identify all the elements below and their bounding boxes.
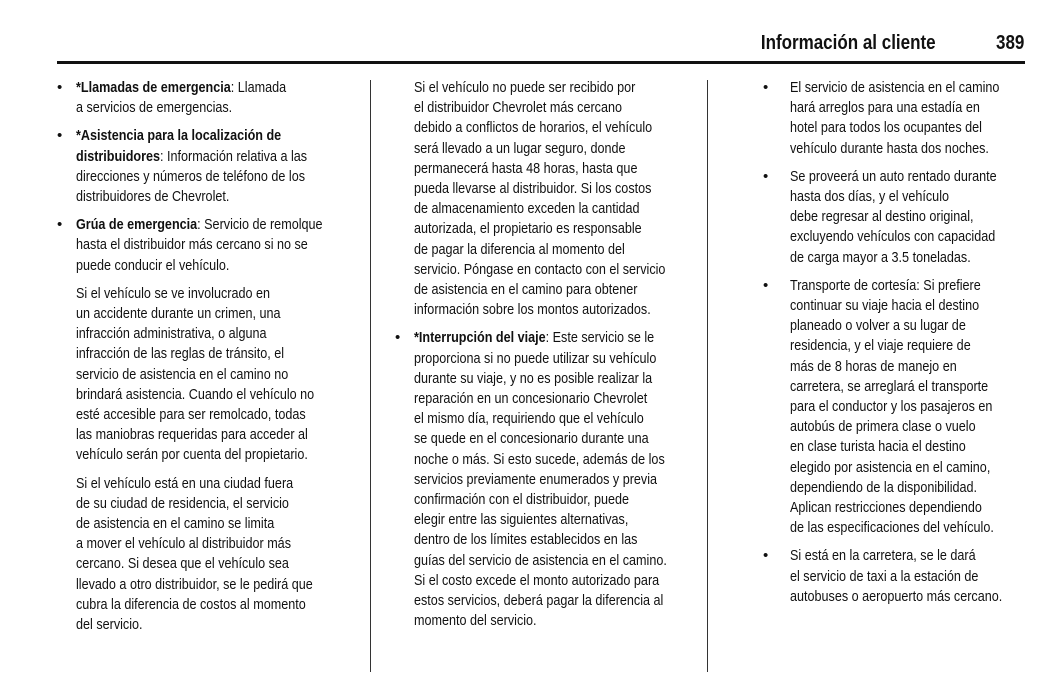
line-text: Si el vehículo no puede ser recibido por	[414, 79, 636, 96]
text-line	[76, 187, 323, 207]
text-line	[76, 494, 323, 514]
line-text: distribuidores de Chevrolet.	[76, 188, 230, 206]
text-line	[414, 98, 667, 118]
line-text: el distribuidor Chevrolet más cercano	[414, 99, 623, 117]
bullet-icon: •	[763, 547, 769, 565]
line-text: para el conductor y los pasajeros en	[790, 398, 993, 416]
text-line	[414, 369, 667, 389]
line-text: en clase turista hacia el destino	[790, 438, 966, 456]
text-line	[414, 260, 667, 280]
line-text: : Llamada	[230, 79, 287, 96]
line-text: hasta el distribuidor más cercano si no se	[76, 236, 308, 254]
line-text: planeado o volver a su lugar de	[790, 317, 966, 335]
text-line	[76, 344, 323, 364]
line-text: residencia, y el viaje requiere de	[790, 337, 971, 355]
line-text: Transporte de cortesía: Si prefiere	[790, 276, 981, 294]
line-text: Se proveerá un auto rentado durante	[790, 167, 997, 185]
text-line	[76, 405, 323, 425]
text-line	[414, 409, 667, 429]
line-text: a servicios de emergencias.	[76, 99, 233, 117]
line-text: : Servicio de remolque	[197, 216, 323, 234]
text-line	[790, 587, 1002, 607]
bullet-item	[763, 276, 1043, 539]
line-text: de su ciudad de residencia, el servicio	[76, 494, 289, 512]
text-line	[414, 159, 667, 179]
text-line	[414, 78, 667, 98]
line-text: será llevado a un lugar seguro, donde	[414, 139, 626, 157]
line-text: Si el costo excede el monto autorizado para	[414, 571, 660, 589]
text-line	[414, 470, 667, 490]
line-text: elegido por asistencia en el camino,	[790, 458, 991, 476]
column-1	[57, 78, 369, 643]
text-line	[76, 324, 323, 344]
text-line	[414, 571, 667, 591]
line-text: del servicio.	[76, 616, 143, 634]
line-text: autobús de primera clase o vuelo	[790, 418, 976, 436]
text-line	[790, 207, 1002, 227]
text-line	[790, 316, 1002, 336]
bullet-item	[57, 126, 369, 207]
text-line	[414, 490, 667, 510]
line-text: de asistencia en el camino para obtener	[414, 281, 638, 299]
line-text: Si el vehículo se ve involucrado en	[76, 284, 271, 302]
line-text: servicio de asistencia en el camino no	[76, 365, 289, 383]
bold-term: *Interrupción del viaje	[414, 329, 546, 347]
paragraph	[414, 78, 715, 320]
line-text: El servicio de asistencia en el camino	[790, 79, 1000, 96]
line-text: se quede en el concesionario durante una	[414, 430, 649, 448]
text-line	[76, 554, 323, 574]
column-2	[395, 78, 715, 639]
bullet-item	[57, 215, 369, 276]
text-line	[76, 575, 323, 595]
line-text: de asistencia en el camino se limita	[76, 515, 275, 533]
text-line	[414, 199, 667, 219]
text-line	[790, 248, 1002, 268]
text-line	[76, 514, 323, 534]
text-line	[76, 595, 323, 615]
text-line	[414, 139, 667, 159]
line-text: autorizada, el propietario es responsable	[414, 220, 642, 238]
bullet-icon: •	[57, 79, 63, 96]
text-line	[414, 280, 667, 300]
text-line	[76, 474, 323, 494]
text-line	[790, 187, 1002, 207]
line-text: permanecerá hasta 48 horas, hasta que	[414, 159, 638, 177]
text-line	[414, 591, 667, 611]
line-text: más de 8 horas de manejo en	[790, 357, 957, 375]
line-text: : Este servicio se le	[545, 329, 655, 347]
line-text: servicio. Póngase en contacto con el servicio	[414, 260, 666, 278]
text-line	[76, 98, 323, 118]
text-line	[790, 357, 1002, 377]
text-line	[414, 349, 667, 369]
bullet-icon: •	[763, 276, 769, 294]
line-text: direcciones y números de teléfono de los	[76, 167, 306, 185]
text-line	[790, 567, 1002, 587]
text-line	[76, 615, 323, 635]
text-line	[790, 296, 1002, 316]
line-text: hasta dos días, y el vehículo	[790, 188, 949, 206]
bold-term: *Asistencia para la localización de	[76, 127, 282, 145]
bullet-item	[395, 328, 715, 631]
line-text: excluyendo vehículos con capacidad	[790, 228, 996, 246]
text-line	[790, 417, 1002, 437]
text-line	[790, 377, 1002, 397]
line-text: puede conducir el vehículo.	[76, 256, 230, 274]
line-text: elegir entre las siguientes alternativas,	[414, 511, 629, 529]
text-line	[76, 284, 323, 304]
column-divider	[370, 80, 371, 672]
line-text: carretera, se arreglará el transporte	[790, 377, 989, 395]
text-line	[790, 437, 1002, 457]
line-text: el servicio de taxi a la estación de	[790, 567, 979, 585]
line-text: : Información relativa a las	[160, 147, 308, 165]
line-text: cercano. Si desea que el vehículo sea	[76, 555, 289, 573]
text-line	[76, 425, 323, 445]
line-text: Si el vehículo está en una ciudad fuera	[76, 474, 294, 492]
line-text: debe regresar al destino original,	[790, 208, 974, 226]
line-text: debido a conflictos de horarios, el vehículo	[414, 119, 653, 137]
line-text: brindará asistencia. Cuando el vehículo no	[76, 385, 315, 403]
text-line	[76, 534, 323, 554]
text-line	[414, 328, 667, 348]
text-line	[76, 365, 323, 385]
bullet-icon: •	[57, 216, 63, 234]
line-text: de carga mayor a 3.5 toneladas.	[790, 248, 971, 266]
line-text: de almacenamiento exceden la cantidad	[414, 200, 640, 218]
line-text: esté accesible para ser remolcado, todas	[76, 406, 306, 424]
text-line	[790, 227, 1002, 247]
text-line	[76, 147, 323, 167]
text-line	[414, 118, 667, 138]
text-line	[790, 98, 1002, 118]
line-text: de las especificaciones del vehículo.	[790, 519, 994, 537]
text-line	[76, 167, 323, 187]
line-text: proporciona si no puede utilizar su vehículo	[414, 349, 657, 367]
line-text: vehículo serán por cuenta del propietario.	[76, 446, 308, 464]
line-text: momento del servicio.	[414, 612, 537, 630]
text-line	[790, 276, 1002, 296]
text-line	[414, 450, 667, 470]
text-line	[790, 78, 1002, 98]
line-text: Aplican restricciones dependiendo	[790, 499, 982, 517]
paragraph	[76, 284, 369, 466]
text-line	[790, 118, 1002, 138]
line-text: durante su viaje, y no es posible realizar la	[414, 369, 653, 387]
bullet-item	[763, 78, 1043, 159]
text-line	[76, 235, 323, 255]
text-line	[790, 518, 1002, 538]
bullet-item	[763, 546, 1043, 607]
line-text: el mismo día, requiriendo que el vehículo	[414, 410, 644, 428]
text-line	[790, 498, 1002, 518]
line-text: confirmación con el distribuidor, puede	[414, 491, 630, 509]
line-text: guías del servicio de asistencia en el camino.	[414, 551, 667, 569]
text-line	[414, 510, 667, 530]
bullet-item	[57, 78, 369, 118]
line-text: reparación en un concesionario Chevrolet	[414, 390, 648, 408]
line-text: infracción de las reglas de tránsito, el	[76, 345, 285, 363]
bullet-icon: •	[395, 329, 401, 347]
header-rule	[57, 61, 1025, 64]
line-text: cubra la diferencia de costos al momento	[76, 595, 306, 613]
line-text: Si está en la carretera, se le dará	[790, 547, 976, 565]
line-text: a mover el vehículo al distribuidor más	[76, 535, 292, 553]
text-line	[790, 397, 1002, 417]
text-line	[414, 179, 667, 199]
line-text: un accidente durante un crimen, una	[76, 305, 281, 323]
bold-term: *Llamadas de emergencia	[76, 79, 231, 96]
bullet-icon: •	[763, 167, 769, 185]
line-text: estos servicios, deberá pagar la diferencia al	[414, 592, 664, 610]
text-line	[76, 126, 323, 146]
text-line	[76, 215, 323, 235]
text-line	[76, 78, 323, 98]
bullet-icon: •	[57, 127, 63, 145]
text-line	[414, 429, 667, 449]
bullet-icon: •	[763, 79, 769, 96]
section-title: Información al cliente	[761, 32, 936, 54]
text-line	[790, 458, 1002, 478]
line-text: hotel para todos los ocupantes del	[790, 119, 982, 137]
bold-term: distribuidores	[76, 147, 161, 165]
text-line	[790, 336, 1002, 356]
line-text: información sobre los montos autorizados.	[414, 301, 651, 319]
text-line	[76, 256, 323, 276]
text-line	[790, 478, 1002, 498]
line-text: hará arreglos para una estadía en	[790, 99, 980, 117]
line-text: infracción administrativa, o alguna	[76, 325, 267, 343]
line-text: vehículo durante hasta dos noches.	[790, 139, 989, 157]
page-number: 389	[995, 32, 1024, 54]
line-text: de pagar la diferencia al momento del	[414, 240, 625, 258]
line-text: pueda llevarse al distribuidor. Si los costos	[414, 180, 652, 198]
line-text: continuar su viaje hacia el destino	[790, 297, 980, 315]
text-line	[790, 167, 1002, 187]
line-text: dependiendo de la disponibilidad.	[790, 478, 978, 496]
bullet-item	[763, 167, 1043, 268]
line-text: servicios previamente enumerados y previa	[414, 470, 658, 488]
text-line	[790, 139, 1002, 159]
text-line	[790, 546, 1002, 566]
text-line	[76, 304, 323, 324]
text-line	[76, 445, 323, 465]
text-line	[414, 611, 667, 631]
text-line	[414, 551, 667, 571]
text-line	[414, 219, 667, 239]
text-line	[414, 389, 667, 409]
line-text: autobuses o aeropuerto más cercano.	[790, 587, 1003, 605]
text-line	[414, 240, 667, 260]
column-3	[763, 78, 1043, 615]
line-text: las maniobras requeridas para acceder al	[76, 426, 308, 444]
line-text: dentro de los límites establecidos en las	[414, 531, 638, 549]
line-text: llevado a otro distribuidor, se le pedirá que	[76, 575, 313, 593]
text-line	[76, 385, 323, 405]
text-line	[414, 530, 667, 550]
paragraph	[76, 474, 369, 636]
line-text: noche o más. Si esto sucede, además de los	[414, 450, 665, 468]
bold-term: Grúa de emergencia	[76, 216, 198, 234]
text-line	[414, 300, 667, 320]
